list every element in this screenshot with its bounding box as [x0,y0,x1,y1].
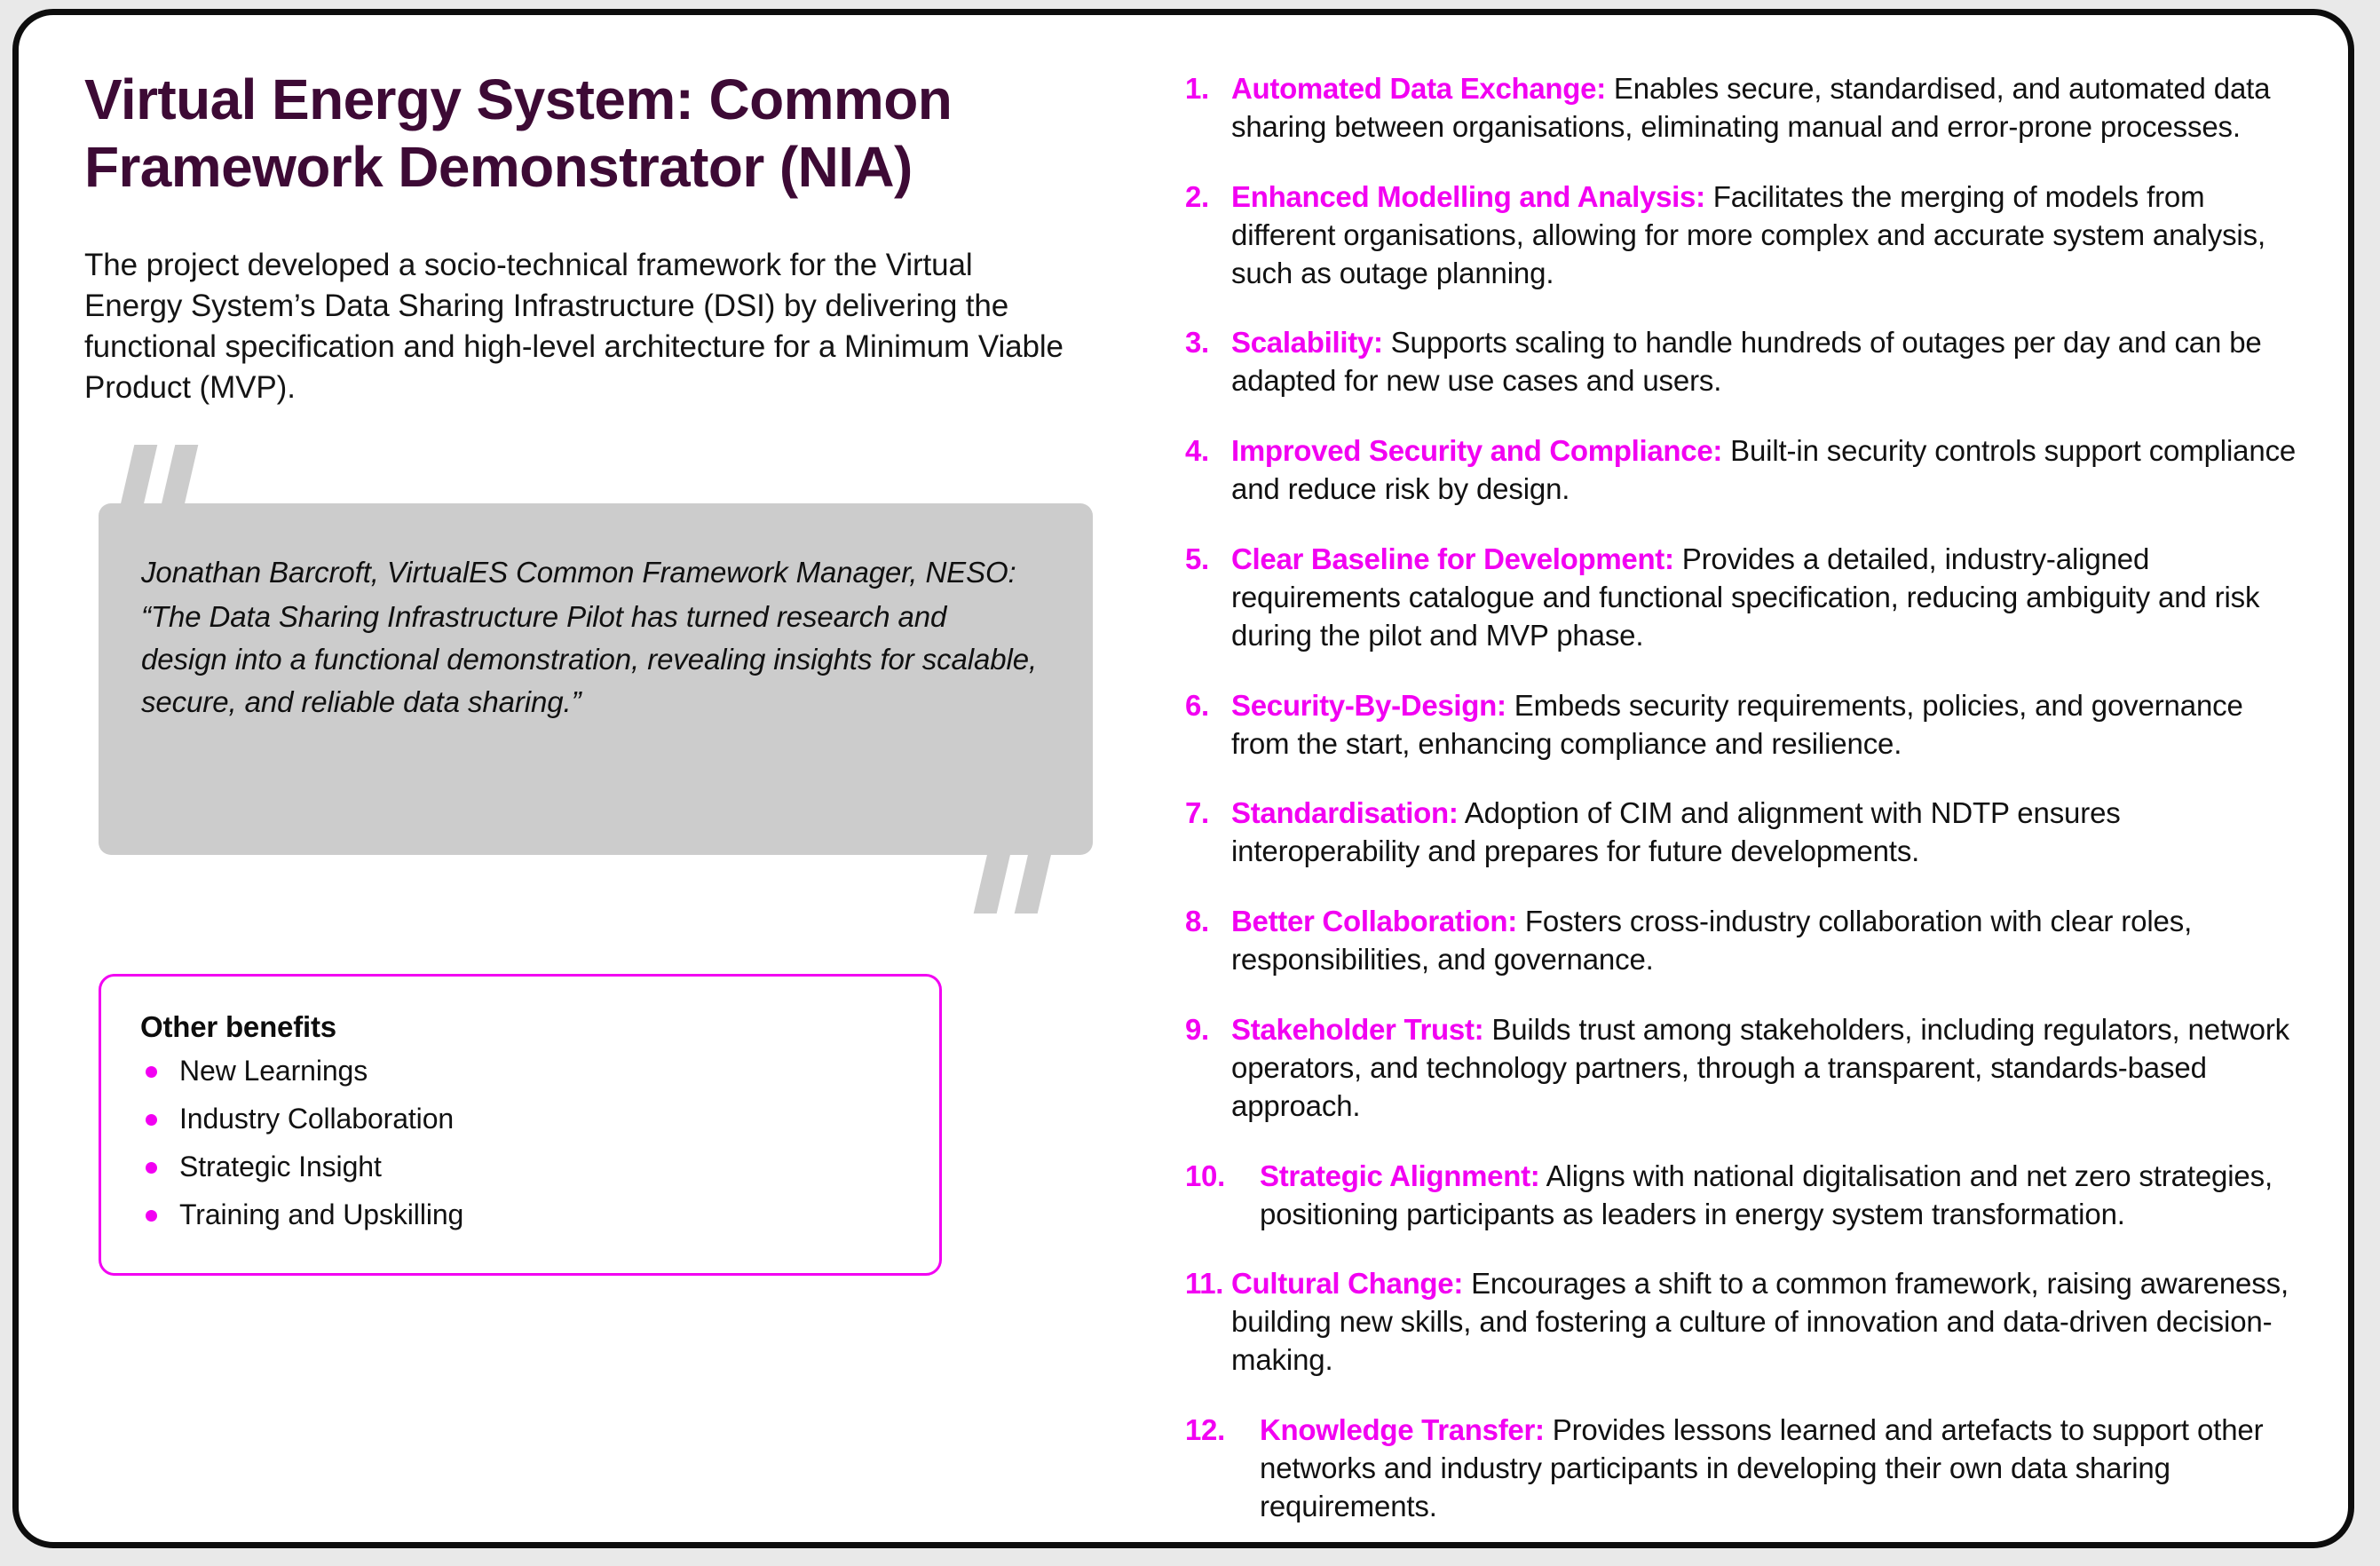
item-text: Encourages a shift to a common framework, raising awareness, building new skills, and fostering a culture of innovation and data-driven decision-making. [1231,1267,2289,1377]
item-label: Automated Data Exchange: [1231,72,1606,105]
bullet-dot-icon [146,1114,157,1126]
item-label: Stakeholder Trust: [1231,1013,1484,1047]
table-row [1185,1412,2304,1526]
item-number: 5. [1185,542,1209,576]
list-item-label: Industry Collaboration [179,1103,455,1135]
item-text: Supports scaling to handle hundreds of outages per day and can be adapted for new use cases and users. [1231,326,2262,398]
benefits-numbered-list [1185,70,2304,1526]
item-text: Adoption of CIM and alignment with NDTP ensures interoperability and prepares for future developments. [1231,796,2121,868]
item-body [1231,1011,2304,1126]
other-benefits-box [99,974,942,1276]
item-text: Provides a detailed, industry-aligned requirements catalogue and functional specification, reducing ambiguity and risk during the pilot and MVP phase. [1231,542,2260,652]
item-number: 6. [1185,688,1209,722]
close-quote-icon [981,850,1070,914]
item-label: Standardisation: [1231,796,1459,830]
list-item-label: Strategic Insight [179,1151,382,1183]
left-column [19,15,1146,1542]
table-row [1185,324,2304,400]
item-label: Security-By-Design: [1231,688,1506,722]
item-number: 4. [1185,434,1209,468]
right-column [1146,15,2348,1542]
item-label: Scalability: [1231,326,1383,360]
item-number: 12. [1185,1413,1225,1447]
bullet-dot-icon [146,1210,157,1222]
item-label: Cultural Change: [1231,1267,1464,1301]
table-row [1185,541,2304,655]
table-row [1185,795,2304,871]
item-body [1231,687,2304,763]
bullet-dot-icon [146,1162,157,1174]
item-label: Enhanced Modelling and Analysis: [1231,179,1705,213]
item-label: Knowledge Transfer: [1260,1413,1545,1447]
table-row [1185,432,2304,509]
intro-paragraph: The project developed a socio-technical framework for the Virtual Energy System’s Data Sharing Infrastructure (DSI) by delivering the functional specification and high-level architecture for a Minimum Viable Product (MVP). [84,248,1063,405]
item-text: Aligns with national digitalisation and net zero strategies, positioning participants as leaders in energy system transformation. [1260,1159,2273,1230]
two-column-layout [19,15,2348,1542]
item-body [1260,1158,2304,1234]
item-text: Fosters cross-industry collaboration with clear roles, responsibilities, and governance. [1231,905,2193,977]
document-page [12,9,2354,1548]
open-quote-icon [127,445,216,509]
item-body [1231,432,2304,509]
table-row [1185,687,2304,763]
item-number: 2. [1185,179,1209,213]
table-row [1185,70,2304,146]
item-body [1231,1265,2304,1380]
item-label: Clear Baseline for Development: [1231,542,1674,576]
table-row [1185,1158,2304,1234]
item-label: Improved Security and Compliance: [1231,434,1723,468]
item-body [1231,903,2304,979]
list-item [140,1152,900,1181]
item-text: Embeds security requirements, policies, and governance from the start, enhancing compliance and resilience. [1231,688,2243,760]
item-number: 8. [1185,905,1209,938]
quote-block [99,503,1093,855]
item-text: Builds trust among stakeholders, including regulators, network operators, and technology partners, through a transparent, standards-based approach. [1231,1013,2290,1122]
list-item [140,1055,900,1088]
item-number: 9. [1185,1013,1209,1047]
quote-attribution: Jonathan Barcroft, VirtualES Common Framework Manager, NESO: [141,556,1016,589]
item-body [1231,324,2304,400]
item-body [1231,795,2304,871]
page-title: Virtual Energy System: Common Framework Demonstrator (NIA) [84,67,953,199]
item-number: 1. [1185,72,1209,105]
item-number: 7. [1185,796,1209,830]
quote-text: “The Data Sharing Infrastructure Pilot has turned research and design into a functional demonstration, revealing insights for scalable, secure, and reliable data sharing.” [141,600,1038,718]
table-row [1185,903,2304,979]
item-body [1231,70,2304,146]
list-item-label: Training and Upskilling [179,1198,464,1231]
item-number: 10. [1185,1159,1225,1192]
other-benefits-list [140,1056,900,1229]
list-item [140,1200,900,1229]
table-row [1185,1011,2304,1126]
item-label: Strategic Alignment: [1260,1159,1540,1192]
item-body [1231,541,2304,655]
item-body [1231,178,2304,293]
table-row [1185,178,2304,293]
quote-card [99,503,1093,855]
item-number: 11. [1185,1267,1224,1301]
list-item-label: New Learnings [179,1055,368,1088]
item-text: Provides lessons learned and artefacts to support other networks and industry participants in developing their own data sharing requirements. [1260,1413,2264,1522]
item-number: 3. [1185,326,1209,360]
item-body [1260,1412,2304,1526]
item-text: Built-in security controls support compliance and reduce risk by design. [1231,434,2297,506]
table-row [1185,1265,2304,1380]
list-item [140,1104,900,1133]
item-text: Facilitates the merging of models from different organisations, allowing for more complex and accurate system analysis, such as outage planning. [1231,179,2265,289]
item-label: Better Collaboration: [1231,905,1517,938]
bullet-dot-icon [146,1066,157,1078]
other-benefits-heading: Other benefits [140,1010,336,1044]
item-text: Enables secure, standardised, and automated data sharing between organisations, eliminating manual and error-prone processes. [1231,72,2271,143]
